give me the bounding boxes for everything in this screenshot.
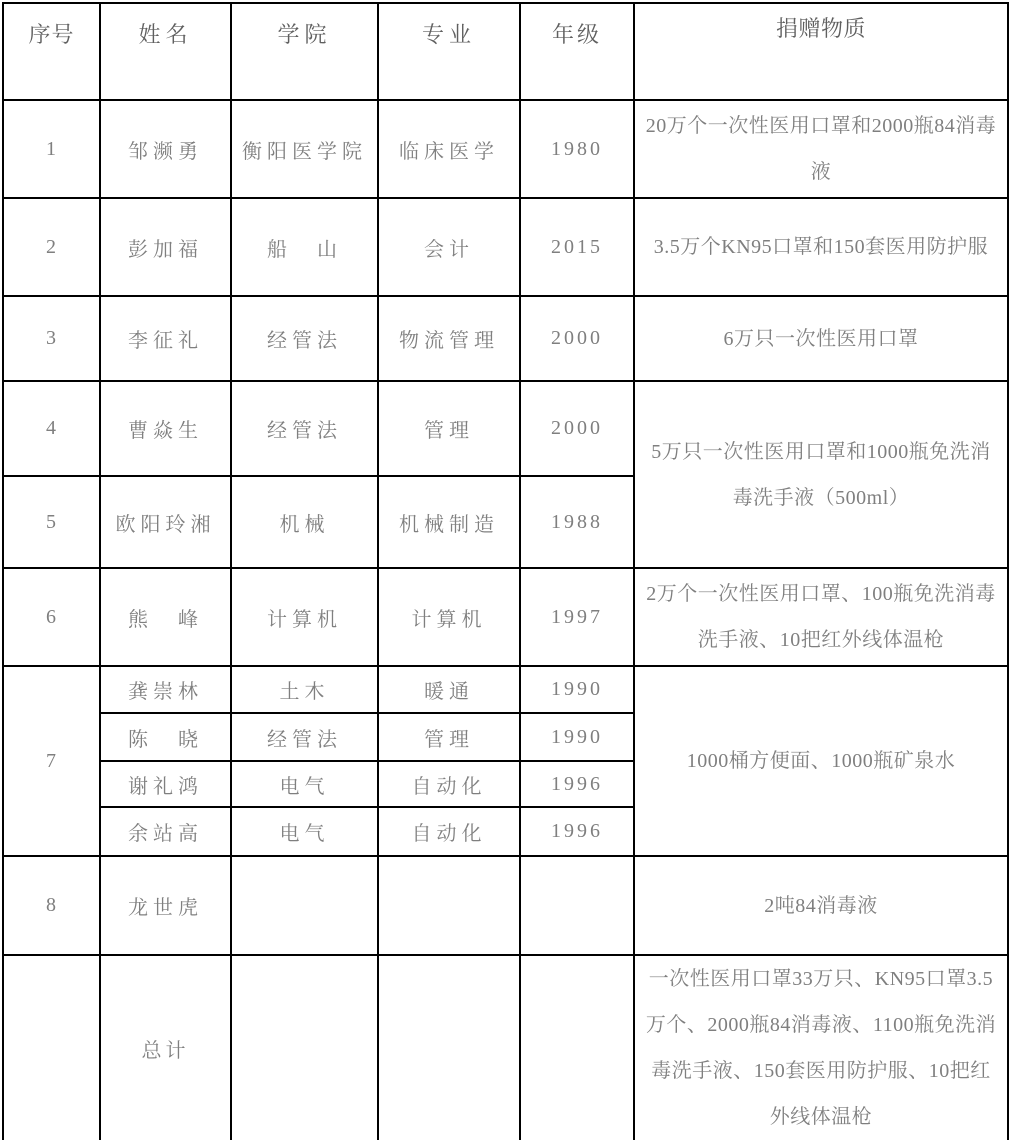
cell-major: 管理 (378, 713, 520, 761)
table-row-3 (3, 296, 1008, 381)
header-cell-major: 专业 (378, 3, 520, 100)
cell-donation: 2万个一次性医用口罩、100瓶免洗消毒洗手液、10把红外线体温枪 (634, 568, 1008, 666)
cell-college: 经管法 (231, 381, 378, 476)
table-row-8 (3, 856, 1008, 955)
cell-serial: 2 (3, 198, 100, 296)
cell-grade: 1997 (520, 568, 634, 666)
cell-name: 余站高 (100, 807, 231, 856)
cell-college: 电气 (231, 807, 378, 856)
cell-major: 会计 (378, 198, 520, 296)
cell-major: 物流管理 (378, 296, 520, 381)
cell-grade: 1988 (520, 476, 634, 568)
cell-donation: 3.5万个KN95口罩和150套医用防护服 (634, 198, 1008, 296)
cell-name: 龙世虎 (100, 856, 231, 955)
cell-donation: 20万个一次性医用口罩和2000瓶84消毒液 (634, 100, 1008, 198)
cell-college: 电气 (231, 761, 378, 807)
cell-grade: 1990 (520, 666, 634, 713)
cell-college: 机械 (231, 476, 378, 568)
cell-serial: 6 (3, 568, 100, 666)
header-cell-serial: 序号 (3, 3, 100, 100)
cell-grade (520, 856, 634, 955)
cell-major (378, 856, 520, 955)
table-row-6 (3, 568, 1008, 666)
cell-serial: 5 (3, 476, 100, 568)
cell-name: 欧阳玲湘 (100, 476, 231, 568)
cell-college (231, 856, 378, 955)
cell-grade (520, 955, 634, 1140)
cell-serial (3, 955, 100, 1140)
table-row-7a (3, 666, 1008, 713)
cell-serial: 3 (3, 296, 100, 381)
cell-grade: 1996 (520, 761, 634, 807)
cell-major: 管理 (378, 381, 520, 476)
cell-name: 熊 峰 (100, 568, 231, 666)
total-row (3, 955, 1008, 1140)
cell-major: 暖通 (378, 666, 520, 713)
cell-college (231, 955, 378, 1140)
table-row-2 (3, 198, 1008, 296)
cell-major: 机械制造 (378, 476, 520, 568)
cell-donation: 2吨84消毒液 (634, 856, 1008, 955)
cell-name: 彭加福 (100, 198, 231, 296)
header-row (3, 3, 1008, 100)
cell-grade: 2000 (520, 381, 634, 476)
cell-major: 自动化 (378, 761, 520, 807)
table-row-4 (3, 381, 1008, 476)
cell-college: 计算机 (231, 568, 378, 666)
cell-donation-merged-4-5: 5万只一次性医用口罩和1000瓶免洗消毒洗手液（500ml） (634, 381, 1008, 568)
cell-college: 经管法 (231, 713, 378, 761)
cell-grade: 1990 (520, 713, 634, 761)
cell-name: 陈 晓 (100, 713, 231, 761)
cell-college: 经管法 (231, 296, 378, 381)
cell-name: 邹濒勇 (100, 100, 231, 198)
total-label: 总计 (100, 955, 231, 1140)
cell-serial: 8 (3, 856, 100, 955)
cell-major: 自动化 (378, 807, 520, 856)
cell-serial-merged-7: 7 (3, 666, 100, 856)
cell-college: 衡阳医学院 (231, 100, 378, 198)
cell-name: 谢礼鸿 (100, 761, 231, 807)
header-cell-college: 学院 (231, 3, 378, 100)
cell-major: 计算机 (378, 568, 520, 666)
header-cell-donation: 捐赠物质 (634, 3, 1008, 100)
cell-grade: 1996 (520, 807, 634, 856)
header-cell-grade: 年级 (520, 3, 634, 100)
cell-name: 龚崇林 (100, 666, 231, 713)
header-cell-name: 姓名 (100, 3, 231, 100)
cell-name: 曹焱生 (100, 381, 231, 476)
cell-grade: 1980 (520, 100, 634, 198)
cell-major: 临床医学 (378, 100, 520, 198)
cell-grade: 2015 (520, 198, 634, 296)
table-row-1 (3, 100, 1008, 198)
cell-donation: 6万只一次性医用口罩 (634, 296, 1008, 381)
cell-college: 船 山 (231, 198, 378, 296)
cell-grade: 2000 (520, 296, 634, 381)
cell-college: 土木 (231, 666, 378, 713)
cell-major (378, 955, 520, 1140)
cell-serial: 1 (3, 100, 100, 198)
total-donation: 一次性医用口罩33万只、KN95口罩3.5万个、2000瓶84消毒液、1100瓶免洗消毒洗手液、150套医用防护服、10把红外线体温枪 (634, 955, 1008, 1140)
cell-serial: 4 (3, 381, 100, 476)
donation-table (2, 2, 1009, 1140)
cell-donation-merged-7: 1000桶方便面、1000瓶矿泉水 (634, 666, 1008, 856)
cell-name: 李征礼 (100, 296, 231, 381)
